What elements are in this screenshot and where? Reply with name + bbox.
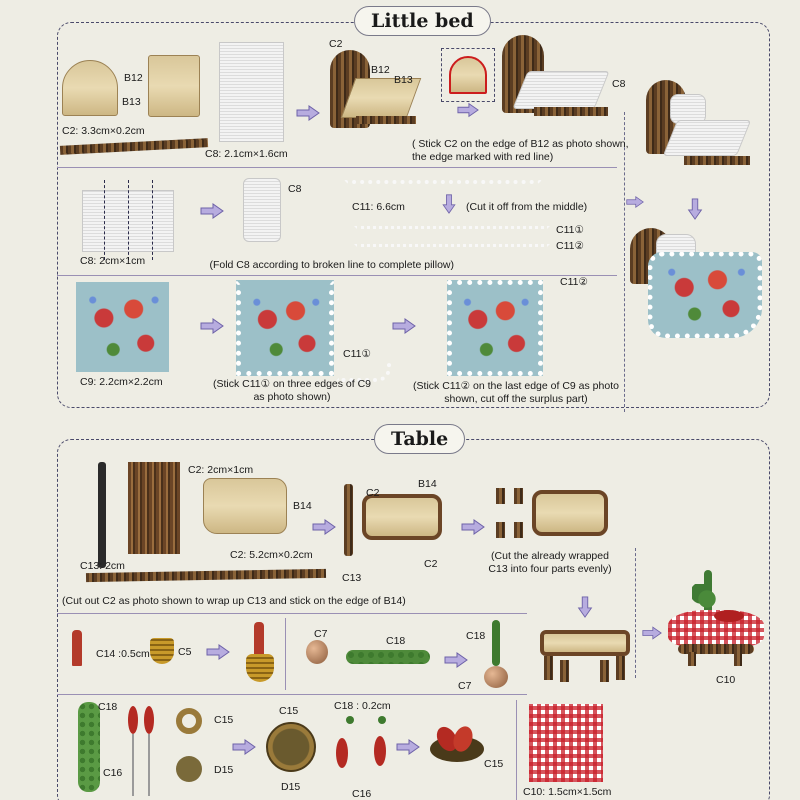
c10-label: C10 [716, 674, 736, 686]
cut-middle-note: (Cut it off from the middle) [466, 201, 588, 213]
c15-ring [176, 708, 202, 734]
assembled-table [536, 626, 634, 684]
finished-bed [626, 222, 766, 340]
b12-piece [62, 60, 118, 116]
c16-stem [132, 734, 134, 796]
fold-line [152, 180, 153, 260]
c2-size-label: C2: 2cm×1cm [188, 464, 254, 476]
row-separator [57, 167, 617, 168]
c18-label: C18 [386, 635, 406, 647]
c16-stem [148, 734, 150, 796]
b14-piece [203, 478, 287, 534]
cut-c13-note: (Cut the already wrapped C13 into four parts evenly) [488, 550, 612, 575]
finished-table [664, 570, 768, 670]
c9-fabric [76, 282, 169, 372]
c11-2-strip [354, 244, 550, 250]
c11-2-label: C11② [560, 276, 588, 288]
pepper-plate [430, 722, 486, 764]
column-separator [516, 700, 517, 800]
c16-pepper [128, 706, 138, 734]
c18-leaf [346, 716, 354, 724]
c11-2-label: C11② [556, 240, 584, 252]
c18-vine [78, 702, 100, 792]
wrap-c13-note: (Cut out C2 as photo shown to wrap up C13 and stick on the edge of B14) [62, 595, 406, 607]
b13-label: B13 [394, 74, 413, 86]
table-title: Table [374, 424, 465, 454]
c18-label: C18 [466, 630, 486, 642]
c15-label: C15 [279, 705, 299, 717]
b14-label: B14 [293, 500, 312, 512]
c11-1-label: C11① [343, 348, 371, 360]
arrow-right-icon [206, 644, 230, 660]
c9-with-c11-1 [236, 280, 334, 376]
c5-screw [150, 638, 174, 664]
c2-bark-sheet [128, 462, 180, 554]
c9-size-label: C9: 2.2cm×2.2cm [80, 376, 163, 388]
c10-cloth [529, 704, 603, 782]
c9-with-c11-2 [447, 280, 543, 376]
d15-label: D15 [214, 764, 234, 776]
fold-line [104, 180, 105, 260]
c8-label: C8 [612, 78, 626, 90]
c2-label: C2 [424, 558, 438, 570]
c14-candle [72, 630, 82, 666]
c8-fold-size-label: C8: 2cm×1cm [80, 255, 146, 267]
b12-label: B12 [124, 72, 143, 84]
d15-label: D15 [281, 781, 301, 793]
row-separator [57, 275, 617, 276]
c18-leaf [378, 716, 386, 724]
c8-size-label: C8: 2.1cm×1.6cm [205, 148, 288, 160]
c16-pepper [336, 738, 348, 768]
c18-size-label: C18 : 0.2cm [334, 700, 391, 712]
bed-with-pillow [640, 76, 756, 176]
arrow-right-icon [392, 318, 416, 334]
stick-c11-1-note: (Stick C11① on three edges of C9 as photo shown) [212, 378, 372, 403]
b13-piece [148, 55, 200, 117]
folded-pillow [243, 178, 281, 242]
arrow-right-icon [200, 203, 224, 219]
c16-pepper [144, 706, 154, 734]
c2-size-label: C2: 3.3cm×0.2cm [62, 125, 145, 137]
fold-c8-note: (Fold C8 according to broken line to complete pillow) [209, 259, 454, 271]
arrow-down-icon [457, 102, 479, 118]
b13-label: B13 [122, 96, 141, 108]
arrow-right-icon [444, 652, 468, 668]
plate-assembled [266, 722, 316, 772]
c11-1-strip [354, 226, 550, 232]
little-bed-title: Little bed [354, 6, 491, 36]
c14-label: C14 :0.5cm [96, 648, 150, 660]
c13-stick [98, 462, 106, 568]
column-separator [285, 618, 286, 690]
arrow-right-icon [626, 196, 644, 208]
c16-label: C16 [352, 788, 372, 800]
c11-1-label: C11① [556, 224, 584, 236]
row-separator [57, 613, 527, 614]
arrow-right-icon [200, 318, 224, 334]
c7-bead [306, 640, 328, 664]
c15-label: C15 [484, 758, 504, 770]
arrow-down-icon [441, 194, 457, 214]
bed-with-mattress [500, 35, 612, 125]
c11-size-label: C11: 6.6cm [352, 201, 405, 213]
arrow-down-icon [686, 198, 704, 220]
arrow-right-icon [461, 519, 485, 535]
c13-label: C13 [342, 572, 362, 584]
c8-fabric [219, 42, 284, 142]
c7-label: C7 [314, 628, 328, 640]
c7-label: C7 [458, 680, 472, 692]
c2-label: C2 [366, 487, 380, 499]
c5-label: C5 [178, 646, 192, 658]
c13-parts [494, 486, 528, 542]
arrow-right-icon [232, 739, 256, 755]
c18-label: C18 [98, 701, 118, 713]
c15-label: C15 [214, 714, 234, 726]
arrow-right-icon [296, 105, 320, 121]
b14-with-edge [362, 494, 442, 540]
b12-red-edge [449, 56, 487, 94]
c2-long-label: C2: 5.2cm×0.2cm [230, 549, 313, 561]
bracket-line [635, 548, 636, 678]
c11-lace [344, 180, 542, 188]
arrow-down-icon [576, 596, 594, 618]
c18-greenery [346, 650, 430, 664]
stick-c2-note: ( Stick C2 on the edge of B12 as photo shown, the edge marked with red line) [412, 138, 629, 163]
arrow-right-icon [642, 626, 662, 640]
d15-disc [176, 756, 202, 782]
c8-pillow-label: C8 [288, 183, 302, 195]
bed-frame-assembled [326, 48, 418, 130]
row-separator [57, 694, 527, 695]
table-top [532, 490, 608, 536]
fold-line [128, 180, 129, 260]
wrapped-c13 [344, 484, 353, 556]
c2-label: C2 [329, 38, 343, 50]
b14-label: B14 [418, 478, 437, 490]
c16-pepper [374, 736, 386, 766]
c16-label: C16 [103, 767, 123, 779]
candle-assembled [244, 620, 276, 684]
arrow-right-icon [396, 739, 420, 755]
b12-label: B12 [371, 64, 390, 76]
c13-size-label: C13: 2cm [80, 560, 125, 572]
c10-size-label: C10: 1.5cm×1.5cm [523, 786, 612, 798]
stick-c11-2-note: (Stick C11② on the last edge of C9 as photo shown, cut off the surplus part) [413, 380, 619, 405]
arrow-right-icon [312, 519, 336, 535]
